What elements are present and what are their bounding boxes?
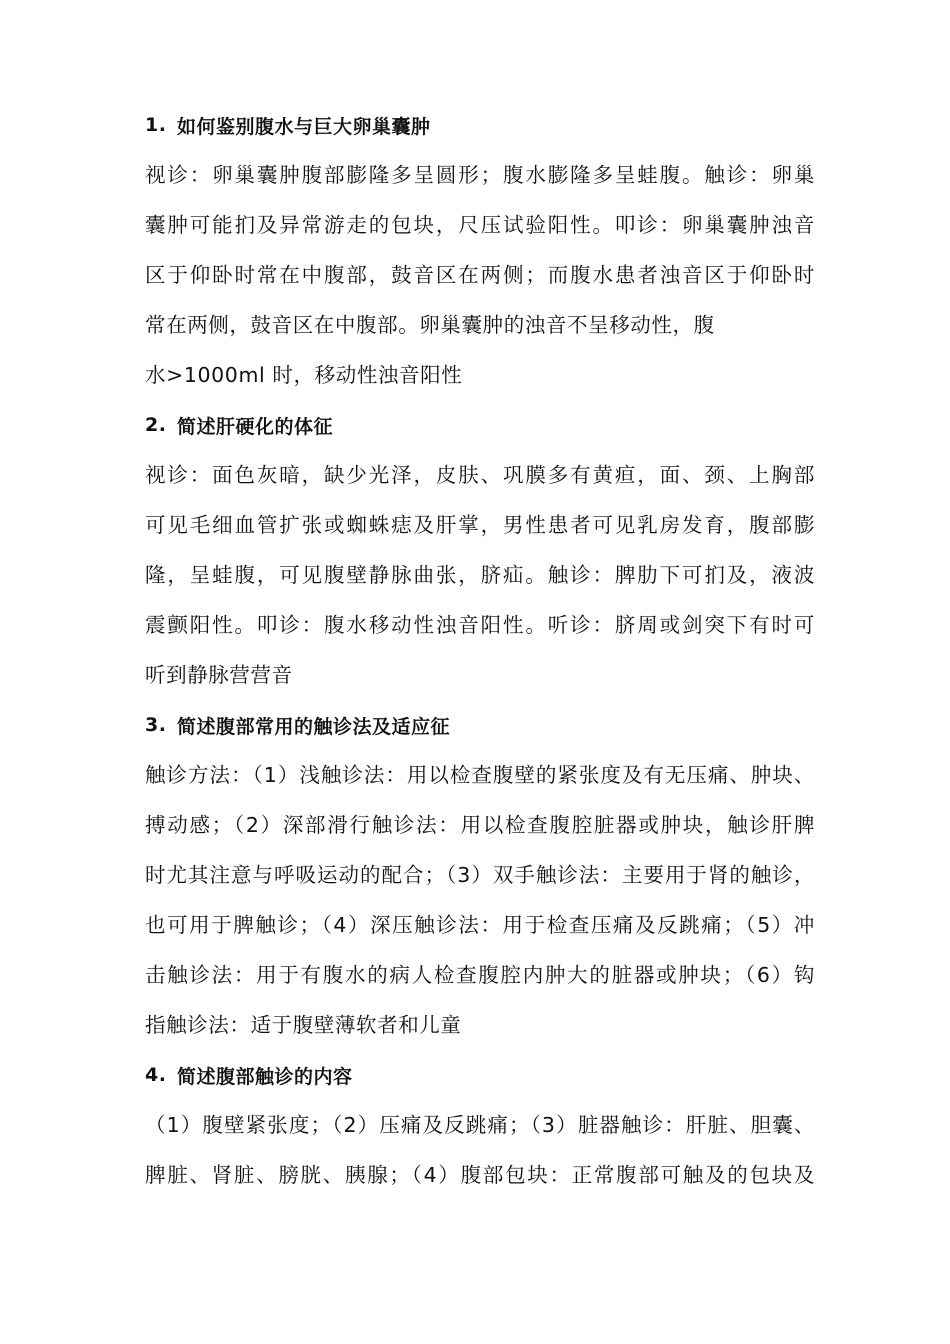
paragraph-line: 指触诊法：适于腹壁薄软者和儿童 (145, 1013, 462, 1037)
section-heading (145, 700, 815, 750)
paragraph-line: 击触诊法：用于有腹水的病人检查腹腔内肿大的脏器或肿块；（6）钩 (145, 963, 815, 987)
paragraph-line: （1）腹壁紧张度；（2）压痛及反跳痛；（3）脏器触诊：肝脏、胆囊、 (145, 1113, 815, 1137)
section-heading (145, 1050, 815, 1100)
section-title: 如何鉴别腹水与巨大卵巢囊肿 (177, 115, 431, 138)
paragraph-line: 也可用于脾触诊；（4）深压触诊法：用于检查压痛及反跳痛；（5）冲 (145, 913, 815, 937)
section-number: 2. (145, 414, 167, 436)
section-number: 1. (145, 114, 167, 136)
paragraph-line: 囊肿可能扪及异常游走的包块，尺压试验阳性。叩诊：卵巢囊肿浊音 (145, 213, 815, 237)
section-number: 3. (145, 714, 167, 736)
paragraph-line: 听到静脉营营音 (145, 663, 293, 687)
paragraph-line: 触诊方法：（1）浅触诊法：用以检查腹壁的紧张度及有无压痛、肿块、 (145, 763, 815, 787)
section-number: 4. (145, 1064, 167, 1086)
paragraph-line: 震颤阳性。叩诊：腹水移动性浊音阳性。听诊：脐周或剑突下有时可 (145, 613, 815, 637)
paragraph-line: 常在两侧，鼓音区在中腹部。卵巢囊肿的浊音不呈移动性，腹 (145, 313, 715, 337)
section-heading (145, 100, 815, 150)
section-title: 简述肝硬化的体征 (177, 415, 334, 438)
document-page (145, 100, 815, 1200)
paragraph-line: 可见毛细血管扩张或蜘蛛痣及肝掌，男性患者可见乳房发育，腹部膨 (145, 513, 815, 537)
section-1 (145, 100, 815, 400)
section-title: 简述腹部常用的触诊法及适应征 (177, 715, 451, 738)
paragraph-line: 水>1000ml 时，移动性浊音阳性 (145, 363, 463, 387)
section-title: 简述腹部触诊的内容 (177, 1065, 353, 1088)
section-3 (145, 700, 815, 1050)
paragraph-line: 时尤其注意与呼吸运动的配合；（3）双手触诊法：主要用于肾的触诊， (145, 863, 815, 887)
paragraph-line: 视诊：面色灰暗，缺少光泽，皮肤、巩膜多有黄疸，面、颈、上胸部 (145, 463, 815, 487)
paragraph-line: 区于仰卧时常在中腹部，鼓音区在两侧；而腹水患者浊音区于仰卧时 (145, 263, 815, 287)
paragraph-line: 脾脏、肾脏、膀胱、胰腺；（4）腹部包块：正常腹部可触及的包块及 (145, 1163, 815, 1187)
paragraph-line: 视诊：卵巢囊肿腹部膨隆多呈圆形；腹水膨隆多呈蛙腹。触诊：卵巢 (145, 163, 815, 187)
section-heading (145, 400, 815, 450)
paragraph-line: 隆，呈蛙腹，可见腹壁静脉曲张，脐疝。触诊：脾肋下可扪及，液波 (145, 563, 815, 587)
section-4 (145, 1050, 815, 1200)
section-2 (145, 400, 815, 700)
paragraph-line: 搏动感；（2）深部滑行触诊法：用以检查腹腔脏器或肿块，触诊肝脾 (145, 813, 815, 837)
